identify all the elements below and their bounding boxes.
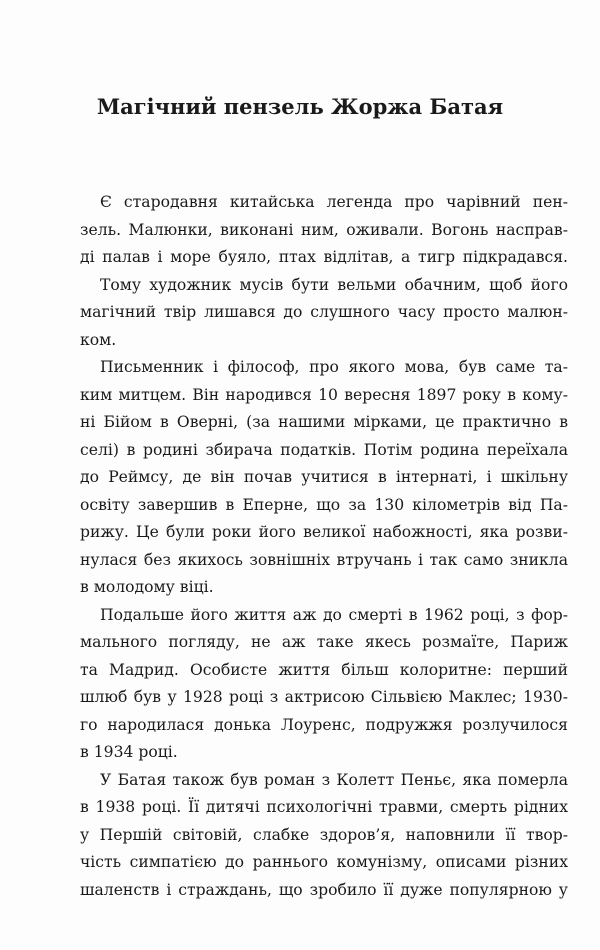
text-line-8: ким митцем. Він народився 10 вересня 1897 року в кому- <box>80 386 568 404</box>
text-line-1: Є стародавня китайська легенда про чарівний пен- <box>100 193 568 211</box>
text-line-15: в молодому віці. <box>80 578 214 596</box>
text-line-26: шаленств і страждань, що зробило її дуже популярною у <box>80 881 568 899</box>
text-line-22: У Батая також був роман з Колетт Пеньє, яка померла <box>100 771 568 789</box>
text-line-13: рижу. Це були роки його великої набожності, яка розви- <box>80 523 568 541</box>
text-line-24: у Першій світовій, слабке здоров’я, наповнили її твор- <box>80 826 568 844</box>
text-line-10: селі) в родині збирача податків. Потім родина переїхала <box>80 441 568 459</box>
text-line-9: ні Бійом в Оверні, (за нашими мірками, це практично в <box>80 413 568 431</box>
text-line-14: нулася без якихось зовнішніх втручань і так само зникла <box>80 551 568 569</box>
text-line-5: магічний твір лишався до слушного часу просто малюн- <box>80 303 568 321</box>
text-line-7: Письменник і філософ, про якого мова, був саме та- <box>100 358 568 376</box>
text-line-2: зель. Малюнки, виконані ним, оживали. Вогонь насправ- <box>80 221 568 239</box>
text-line-4: Тому художник мусів бути вельми обачним, щоб його <box>100 276 568 294</box>
text-line-20: го народилася донька Лоуренс, подружжя розлучилося <box>80 716 568 734</box>
text-line-18: та Мадрид. Особисте життя більш колоритне: перший <box>80 661 568 679</box>
text-line-23: в 1938 році. Її дитячі психологічні травми, смерть рідних <box>80 798 568 816</box>
text-line-12: освіту завершив в Еперне, що за 130 кілометрів від Па- <box>80 496 568 514</box>
text-line-3: ді палав і море буяло, птах відлітав, а тигр підкрадався. <box>80 248 568 266</box>
text-line-17: мального погляду, не аж таке якесь розмаїте, Париж <box>80 633 568 651</box>
text-line-16: Подальше його життя аж до смерті в 1962 році, з фор- <box>100 606 568 624</box>
text-line-25: чість симпатією до раннього комунізму, описами різних <box>80 853 568 871</box>
chapter-title: Магічний пензель Жоржа Батая <box>96 94 504 119</box>
text-line-21: в 1934 році. <box>80 743 178 761</box>
text-line-6: ком. <box>80 331 117 349</box>
text-line-19: шлюб був у 1928 році з актрисою Сільвією Маклес; 1930- <box>80 688 568 706</box>
text-line-11: до Реймсу, де він почав учитися в інтернаті, і шкільну <box>80 468 568 486</box>
